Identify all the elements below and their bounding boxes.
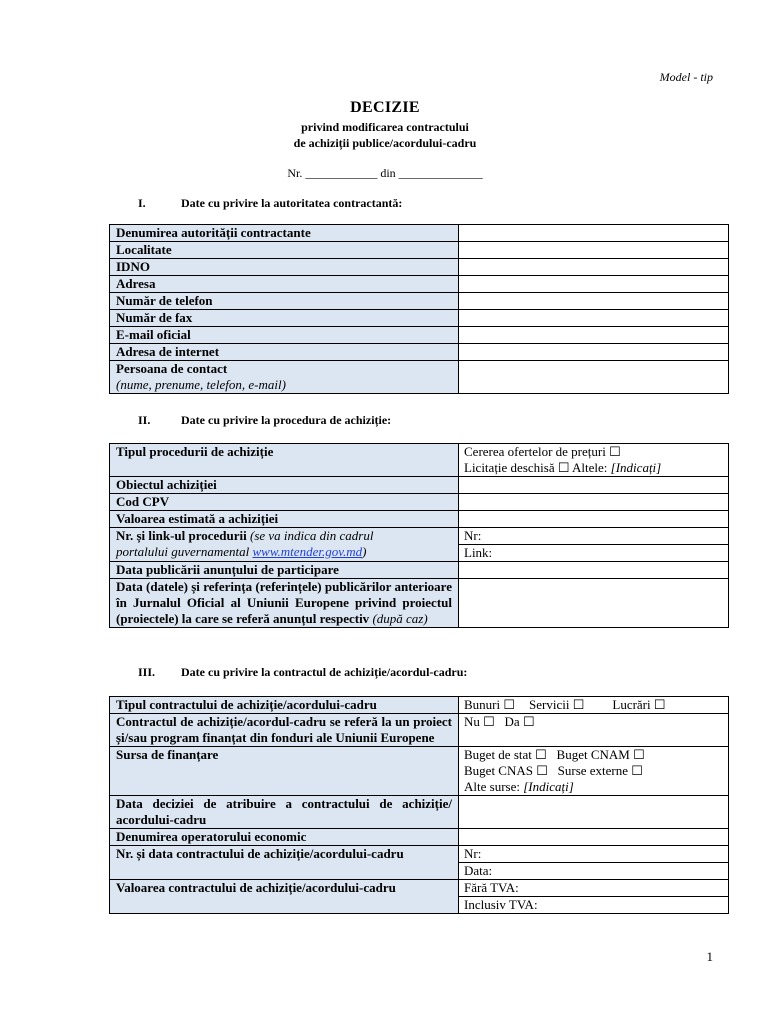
document-title: DECIZIE [350,99,420,116]
procedure-type-options[interactable] [459,444,729,477]
table-row [110,444,729,477]
award-decision-date-label: Data deciziei de atribuire a contractului de achiziție/ acordului-cadru [110,796,459,829]
eu-funds-options [459,714,729,747]
document-subtitle-2: de achiziții publice/acordului-cadru [293,136,477,150]
table-row [110,846,729,863]
section-3-number: III. [138,665,156,679]
table-row [110,528,729,545]
checkbox-bunuri[interactable]: Bunuri ☐ [464,697,516,712]
row-value-field[interactable] [459,796,729,829]
procedure-link-field[interactable]: Link: [459,545,729,562]
table-row [110,511,729,528]
table-row [110,361,729,394]
checkbox-buget-cnas[interactable]: Buget CNAS ☐ [464,763,548,778]
authority-table [109,224,729,394]
checkbox-nu[interactable]: Nu ☐ [464,714,495,729]
section-2-number: II. [138,413,151,427]
indicate-placeholder: [Indicați] [610,460,662,475]
row-value-field[interactable] [459,259,729,276]
row-label: Data publicării anunțului de participare [110,562,459,579]
row-value-field[interactable] [459,829,729,846]
value-without-vat-field[interactable]: Fără TVA: [459,880,729,897]
ojeu-references-label: Data (datele) și referința (referințele) publicărilor anterioare în Jurnalul Oficial al Uniunii Europene privind proiectul (proiectele) la care se referă anunțul respectiv (după caz) [110,579,459,628]
row-note: (nume, prenume, telefon, e-mail) [116,377,286,392]
table-row [110,310,729,327]
table-row [110,259,729,276]
checkbox-buget-cnam[interactable]: Buget CNAM ☐ [556,747,645,762]
table-row [110,276,729,293]
funding-source-options [459,747,729,796]
contact-person-label [110,361,459,394]
table-row [110,344,729,361]
contract-nr-date-label: Nr. și data contractului de achiziție/acordului-cadru [110,846,459,880]
funding-source-label: Sursa de finanțare [110,747,459,796]
row-value-field[interactable] [459,293,729,310]
section-1-heading [138,196,402,211]
table-row [110,242,729,259]
procedure-link-label [110,528,459,562]
row-label: Număr de fax [110,310,459,327]
procedure-table [109,443,729,628]
table-row [110,579,729,628]
eu-funds-label: Contractul de achiziție/acordul-cadru se referă la un proiect și/sau program finanțat din fonduri ale Uniunii Europene [110,714,459,747]
row-value-field[interactable] [459,477,729,494]
contract-type-options [459,697,729,714]
table-row [110,880,729,897]
row-label: Număr de telefon [110,293,459,310]
table-row [110,796,729,829]
procedure-type-label: Tipul procedurii de achiziție [110,444,459,477]
document-subtitle-1: privind modificarea contractului [301,120,469,134]
section-2-heading [138,413,391,428]
row-label: Adresa [110,276,459,293]
row-label: IDNO [110,259,459,276]
number-date-line: Nr. ____________ din ______________ [287,166,483,180]
checkbox-lucrari[interactable]: Lucrări ☐ [612,697,666,712]
row-value-field[interactable] [459,361,729,394]
row-value-field[interactable] [459,344,729,361]
section-1-title: Date cu privire la autoritatea contractantă: [181,196,403,210]
table-row [110,747,729,796]
row-label: E-mail oficial [110,327,459,344]
indicate-placeholder: [Indicați] [523,779,574,794]
procedure-option-rfq[interactable]: Cererea ofertelor de prețuri ☐ [464,444,621,459]
contract-value-label: Valoarea contractului de achiziție/acordului-cadru [110,880,459,914]
checkbox-servicii[interactable]: Servicii ☐ [529,697,585,712]
table-row [110,714,729,747]
row-value-field[interactable] [459,327,729,344]
row-value-field[interactable] [459,276,729,293]
table-row [110,293,729,310]
checkbox-da[interactable]: Da ☐ [504,714,535,729]
table-row [110,697,729,714]
page-number: 1 [706,949,713,964]
row-label: Persoana de contact [116,361,228,376]
row-label: Valoarea estimată a achiziției [110,511,459,528]
checkbox-buget-stat[interactable]: Buget de stat ☐ [464,747,547,762]
row-value-field[interactable] [459,562,729,579]
row-value-field[interactable] [459,511,729,528]
contract-nr-field[interactable]: Nr: [459,846,729,863]
row-value-field[interactable] [459,494,729,511]
procedure-link-line-2: portalului guvernamental www.mtender.gov.md) [116,544,367,559]
checkbox-surse-externe[interactable]: Surse externe ☐ [557,763,643,778]
table-row [110,829,729,846]
row-value-field[interactable] [459,225,729,242]
economic-operator-label: Denumirea operatorului economic [110,829,459,846]
row-label: Localitate [110,242,459,259]
section-2-title: Date cu privire la procedura de achiziție: [181,413,392,427]
table-row [110,494,729,511]
value-with-vat-field[interactable]: Inclusiv TVA: [459,897,729,914]
other-sources-field[interactable]: Alte surse: [Indicați] [464,779,574,794]
model-label: Model - tip [659,70,713,84]
table-row [110,477,729,494]
procedure-option-open[interactable]: Licitație deschisă ☐ Altele: [Indicați] [464,460,662,475]
contract-date-field[interactable]: Data: [459,863,729,880]
contract-type-label: Tipul contractului de achiziție/acordului-cadru [110,697,459,714]
row-value-field[interactable] [459,579,729,628]
table-row [110,327,729,344]
table-row [110,562,729,579]
row-value-field[interactable] [459,310,729,327]
row-label: Adresa de internet [110,344,459,361]
section-3-heading [138,665,467,680]
contract-table [109,696,729,914]
section-1-number: I. [138,196,146,210]
row-label: Cod CPV [110,494,459,511]
mtender-link[interactable]: www.mtender.gov.md [252,544,363,559]
row-label: Denumirea autorității contractante [110,225,459,242]
row-value-field[interactable] [459,242,729,259]
procedure-link-line-1: Nr. și link-ul procedurii (se va indica din cadrul [116,528,374,543]
table-row [110,225,729,242]
row-label: Obiectul achiziției [110,477,459,494]
section-3-title: Date cu privire la contractul de achiziție/acordul-cadru: [181,665,468,679]
procedure-nr-field[interactable]: Nr: [459,528,729,545]
